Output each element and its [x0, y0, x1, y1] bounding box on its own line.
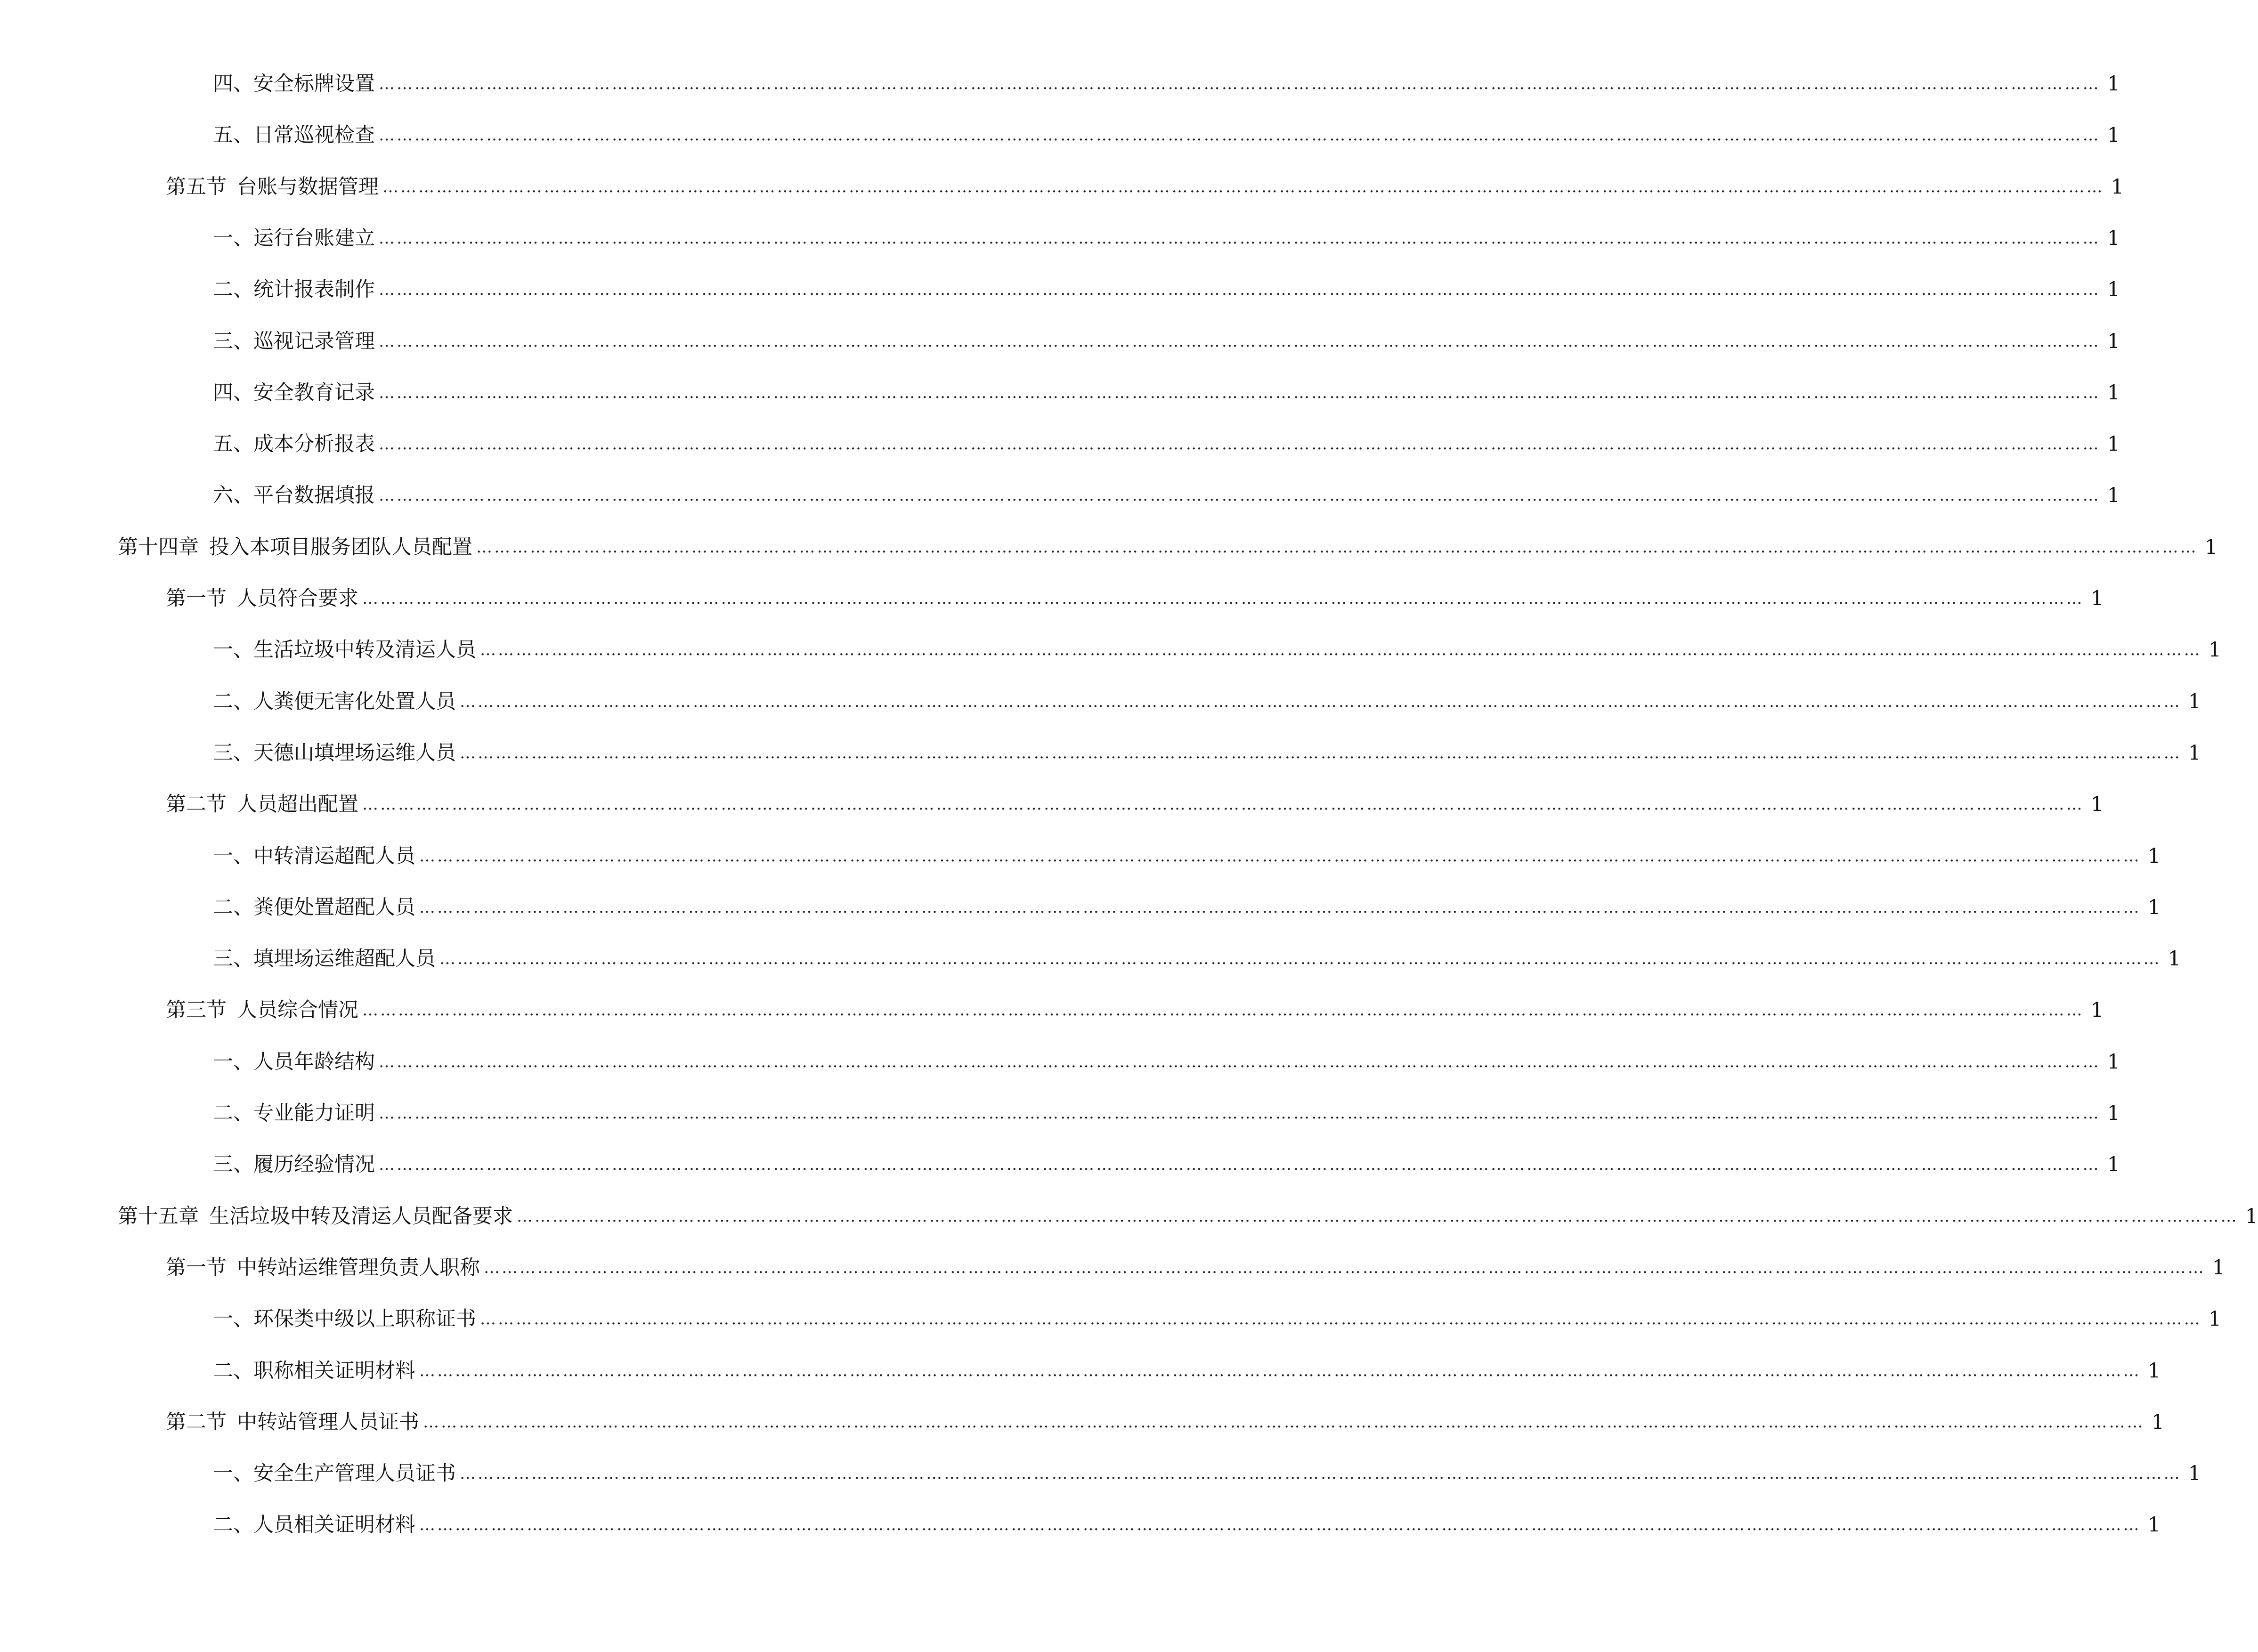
- toc-entry[interactable]: [213, 1501, 2161, 1539]
- dot-leader: ………………………………………………………………………………………………………………………………………………………………………………………………………………………………………………………………: [484, 1258, 2206, 1277]
- toc-entry[interactable]: [213, 1450, 2201, 1488]
- toc-entry[interactable]: [213, 626, 2222, 664]
- toc-entry[interactable]: [213, 678, 2201, 716]
- toc-entry-title: 人员相关证明材料: [253, 1513, 415, 1537]
- dot-leader: ………………………………………………………………………………………………………………………………………………………………………………………………………………………………………………………………: [419, 1361, 2141, 1380]
- toc-entry-title: 中转站管理人员证书: [237, 1410, 419, 1434]
- toc-entry[interactable]: [213, 935, 2181, 973]
- dot-leader: ………………………………………………………………………………………………………………………………………………………………………………………………………………………………………………………………: [379, 280, 2101, 299]
- toc-entry[interactable]: [166, 575, 2104, 613]
- toc-entry[interactable]: [213, 1347, 2161, 1385]
- toc-entry-number: 第二节: [166, 793, 227, 816]
- toc-entry-page: 1: [2147, 844, 2161, 868]
- toc-entry-title: 人员年龄结构: [253, 1050, 375, 1074]
- toc-entry[interactable]: [213, 1296, 2222, 1333]
- toc-entry-title: 台账与数据管理: [237, 175, 379, 199]
- toc-entry[interactable]: [213, 369, 2120, 407]
- toc-entry-title: 中转清运超配人员: [253, 844, 415, 868]
- dot-leader: ………………………………………………………………………………………………………………………………………………………………………………………………………………………………………………………………: [379, 1155, 2101, 1174]
- toc-entry-page: 1: [2107, 432, 2120, 456]
- dot-leader: ………………………………………………………………………………………………………………………………………………………………………………………………………………………………………………………………: [362, 1001, 2084, 1020]
- toc-entry-number: 第五节: [166, 175, 227, 199]
- toc-entry-title: 环保类中级以上职称证书: [253, 1307, 476, 1331]
- toc-entry[interactable]: [213, 1090, 2120, 1127]
- toc-entry-number: 二、: [213, 1513, 253, 1537]
- dot-leader: ………………………………………………………………………………………………………………………………………………………………………………………………………………………………………………………………: [476, 538, 2198, 557]
- toc-entry[interactable]: [213, 60, 2120, 98]
- toc-entry-number: 四、: [213, 381, 253, 405]
- dot-leader: ………………………………………………………………………………………………………………………………………………………………………………………………………………………………………………………………: [379, 332, 2101, 351]
- toc-entry[interactable]: [213, 729, 2201, 767]
- toc-entry-title: 安全生产管理人员证书: [253, 1462, 456, 1485]
- toc-entry-page: 1: [2090, 998, 2104, 1022]
- toc-entry[interactable]: [166, 987, 2104, 1024]
- toc-entry-title: 人员综合情况: [237, 998, 358, 1022]
- dot-leader: ………………………………………………………………………………………………………………………………………………………………………………………………………………………………………………………………: [460, 692, 2182, 711]
- toc-entry-title: 日常巡视检查: [253, 123, 375, 147]
- toc-entry-number: 二、: [213, 1101, 253, 1125]
- dot-leader: ………………………………………………………………………………………………………………………………………………………………………………………………………………………………………………………………: [379, 229, 2101, 248]
- toc-entry-page: 1: [2208, 1307, 2222, 1331]
- dot-leader: ………………………………………………………………………………………………………………………………………………………………………………………………………………………………………………………………: [480, 1310, 2202, 1328]
- toc-entry[interactable]: [166, 1399, 2165, 1436]
- toc-entry-title: 巡视记录管理: [253, 330, 375, 353]
- toc-entry[interactable]: [213, 884, 2161, 922]
- toc-entry-page: 1: [2090, 587, 2104, 610]
- toc-entry-title: 人员超出配置: [237, 793, 358, 816]
- toc-entry-page: 1: [2107, 1153, 2120, 1176]
- toc-entry-page: 1: [2107, 123, 2120, 147]
- toc-entry-title: 安全标牌设置: [253, 72, 375, 96]
- toc-entry[interactable]: [118, 524, 2218, 561]
- dot-leader: ………………………………………………………………………………………………………………………………………………………………………………………………………………………………………………………………: [480, 640, 2202, 659]
- toc-entry-title: 填埋场运维超配人员: [253, 947, 436, 971]
- toc-entry-number: 三、: [213, 1153, 253, 1176]
- toc-entry-page: 1: [2204, 535, 2218, 559]
- toc-entry-page: 1: [2107, 330, 2120, 353]
- toc-entry-title: 专业能力证明: [253, 1101, 375, 1125]
- toc-entry-page: 1: [2107, 1050, 2120, 1074]
- toc-entry[interactable]: [213, 1141, 2120, 1179]
- toc-entry[interactable]: [166, 1244, 2226, 1282]
- dot-leader: ………………………………………………………………………………………………………………………………………………………………………………………………………………………………………………………………: [382, 178, 2104, 196]
- toc-entry-page: 1: [2107, 278, 2120, 301]
- toc-entry-number: 六、: [213, 484, 253, 507]
- toc-entry-page: 1: [2107, 227, 2120, 250]
- toc-entry-title: 人员符合要求: [237, 587, 358, 610]
- toc-entry-title: 职称相关证明材料: [253, 1359, 415, 1383]
- toc-entry-title: 安全教育记录: [253, 381, 375, 405]
- toc-entry-page: 1: [2208, 638, 2222, 662]
- dot-leader: ………………………………………………………………………………………………………………………………………………………………………………………………………………………………………………………………: [419, 847, 2141, 866]
- toc-entry-number: 一、: [213, 1050, 253, 1074]
- toc-entry-number: 一、: [213, 227, 253, 250]
- dot-leader: ………………………………………………………………………………………………………………………………………………………………………………………………………………………………………………………………: [419, 1515, 2141, 1534]
- toc-entry-number: 第十四章: [118, 535, 199, 559]
- dot-leader: ………………………………………………………………………………………………………………………………………………………………………………………………………………………………………………………………: [379, 74, 2101, 93]
- toc-entry-title: 中转站运维管理负责人职称: [237, 1256, 480, 1279]
- toc-entry-number: 三、: [213, 741, 253, 765]
- toc-entry-title: 履历经验情况: [253, 1153, 375, 1176]
- dot-leader: ………………………………………………………………………………………………………………………………………………………………………………………………………………………………………………………………: [379, 435, 2101, 453]
- toc-entry-number: 第十五章: [118, 1205, 199, 1228]
- toc-entry[interactable]: [213, 472, 2120, 510]
- toc-entry[interactable]: [213, 112, 2120, 149]
- toc-entry[interactable]: [213, 266, 2120, 304]
- toc-entry-page: 1: [2188, 741, 2201, 765]
- toc-entry-page: 1: [2107, 1101, 2120, 1125]
- toc-entry-number: 一、: [213, 638, 253, 662]
- toc-entry-number: 五、: [213, 432, 253, 456]
- toc-entry-number: 第一节: [166, 587, 227, 610]
- dot-leader: ………………………………………………………………………………………………………………………………………………………………………………………………………………………………………………………………: [379, 1053, 2101, 1071]
- toc-entry-number: 二、: [213, 896, 253, 919]
- dot-leader: ………………………………………………………………………………………………………………………………………………………………………………………………………………………………………………………………: [517, 1207, 2239, 1226]
- toc-entry-title: 天德山填埋场运维人员: [253, 741, 456, 765]
- toc-entry-number: 二、: [213, 1359, 253, 1383]
- toc-entry[interactable]: [213, 421, 2120, 458]
- toc-entry-title: 运行台账建立: [253, 227, 375, 250]
- toc-entry-title: 粪便处置超配人员: [253, 896, 415, 919]
- dot-leader: ………………………………………………………………………………………………………………………………………………………………………………………………………………………………………………………………: [379, 383, 2101, 402]
- toc-entry-page: 1: [2212, 1256, 2226, 1279]
- toc-entry-page: 1: [2188, 690, 2201, 713]
- toc-entry-title: 生活垃圾中转及清运人员: [253, 638, 476, 662]
- toc-entry-page: 1: [2151, 1410, 2165, 1434]
- toc-entry-number: 第一节: [166, 1256, 227, 1279]
- dot-leader: ………………………………………………………………………………………………………………………………………………………………………………………………………………………………………………………………: [362, 795, 2084, 814]
- dot-leader: ………………………………………………………………………………………………………………………………………………………………………………………………………………………………………………………………: [423, 1413, 2145, 1432]
- dot-leader: ………………………………………………………………………………………………………………………………………………………………………………………………………………………………………………………………: [439, 949, 2161, 968]
- toc-entry[interactable]: [166, 163, 2124, 201]
- toc-entry-page: 1: [2147, 1513, 2161, 1537]
- toc-entry-title: 成本分析报表: [253, 432, 375, 456]
- toc-entry-page: 1: [2188, 1462, 2201, 1485]
- toc-entry-title: 统计报表制作: [253, 278, 375, 301]
- toc-entry[interactable]: [213, 833, 2161, 870]
- toc-entry-number: 四、: [213, 72, 253, 96]
- dot-leader: ………………………………………………………………………………………………………………………………………………………………………………………………………………………………………………………………: [362, 589, 2084, 608]
- toc-entry-page: 1: [2107, 381, 2120, 405]
- toc-entry[interactable]: [166, 781, 2104, 818]
- dot-leader: ………………………………………………………………………………………………………………………………………………………………………………………………………………………………………………………………: [419, 898, 2141, 917]
- toc-entry-title: 生活垃圾中转及清运人员配备要求: [209, 1205, 513, 1228]
- toc-entry-page: 1: [2090, 793, 2104, 816]
- toc-entry-page: 1: [2245, 1205, 2258, 1228]
- toc-entry-number: 三、: [213, 947, 253, 971]
- toc-entry-number: 二、: [213, 278, 253, 301]
- toc-entry-number: 五、: [213, 123, 253, 147]
- dot-leader: ………………………………………………………………………………………………………………………………………………………………………………………………………………………………………………………………: [460, 744, 2182, 762]
- toc-entry[interactable]: [213, 215, 2120, 252]
- toc-entry-number: 一、: [213, 1462, 253, 1485]
- toc-entry-page: 1: [2111, 175, 2124, 199]
- toc-entry[interactable]: [213, 318, 2120, 356]
- dot-leader: ………………………………………………………………………………………………………………………………………………………………………………………………………………………………………………………………: [379, 126, 2101, 145]
- dot-leader: ………………………………………………………………………………………………………………………………………………………………………………………………………………………………………………………………: [379, 1104, 2101, 1123]
- toc-entry-page: 1: [2107, 72, 2120, 96]
- toc-entry-page: 1: [2107, 484, 2120, 507]
- dot-leader: ………………………………………………………………………………………………………………………………………………………………………………………………………………………………………………………………: [379, 486, 2101, 505]
- toc-entry-number: 一、: [213, 844, 253, 868]
- toc-entry-title: 人粪便无害化处置人员: [253, 690, 456, 713]
- toc-entry-number: 二、: [213, 690, 253, 713]
- toc-entry[interactable]: [118, 1193, 2258, 1231]
- toc-entry-page: 1: [2147, 1359, 2161, 1383]
- toc-entry-title: 平台数据填报: [253, 484, 375, 507]
- toc-entry-number: 三、: [213, 330, 253, 353]
- dot-leader: ………………………………………………………………………………………………………………………………………………………………………………………………………………………………………………………………: [460, 1464, 2182, 1483]
- toc-entry-number: 第三节: [166, 998, 227, 1022]
- toc-entry[interactable]: [213, 1038, 2120, 1076]
- toc-entry-page: 1: [2147, 896, 2161, 919]
- toc-entry-number: 第二节: [166, 1410, 227, 1434]
- toc-entry-title: 投入本项目服务团队人员配置: [209, 535, 472, 559]
- toc-entry-page: 1: [2168, 947, 2181, 971]
- toc-entry-number: 一、: [213, 1307, 253, 1331]
